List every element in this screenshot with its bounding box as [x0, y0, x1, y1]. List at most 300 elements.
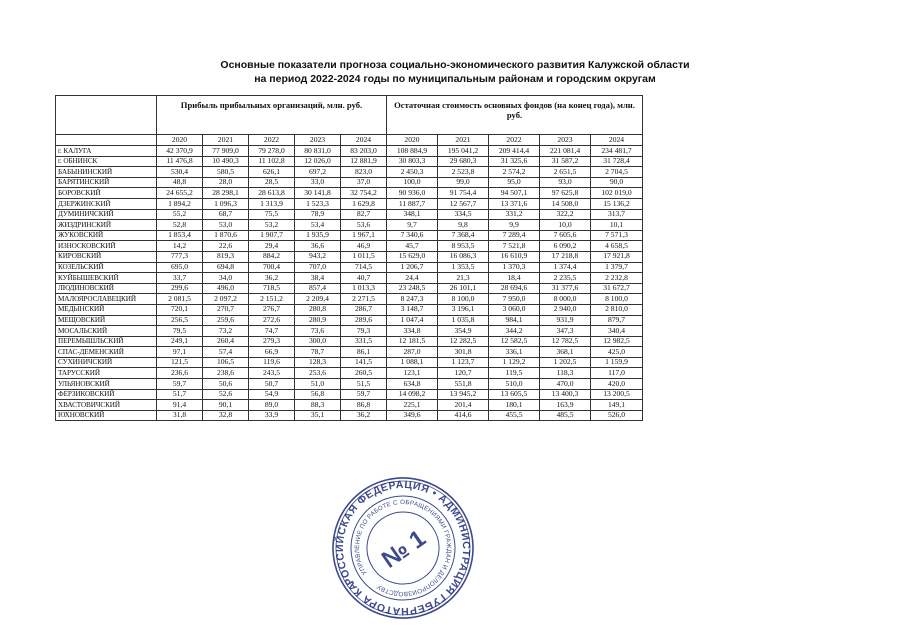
profit-value: 73,2 — [203, 326, 249, 337]
region-name: ДЗЕРЖИНСКИЙ — [56, 198, 157, 209]
region-name: БАРЯТИНСКИЙ — [56, 177, 157, 188]
profit-value: 2 151,2 — [249, 294, 295, 305]
table-row — [56, 230, 643, 241]
assets-value: 414,6 — [438, 410, 489, 421]
profit-value: 11 476,8 — [157, 156, 203, 167]
profit-value: 272,6 — [249, 315, 295, 326]
region-name: ИЗНОСКОВСКИЙ — [56, 241, 157, 252]
assets-value: 94 507,1 — [489, 188, 540, 199]
assets-value: 21,3 — [438, 273, 489, 284]
year-header: 2024 — [341, 135, 387, 146]
assets-value: 2 574,2 — [489, 167, 540, 178]
title-line-2: на период 2022-2024 годы по муниципальным районам и городским округам — [254, 73, 656, 85]
assets-value: 4 658,5 — [591, 241, 643, 252]
year-header: 2023 — [540, 135, 591, 146]
profit-value: 77 909,0 — [203, 146, 249, 157]
region-header-cell — [56, 96, 157, 135]
assets-value: 31 377,6 — [540, 283, 591, 294]
assets-value: 221 081,4 — [540, 146, 591, 157]
profit-value: 50,6 — [203, 379, 249, 390]
region-name: СПАС-ДЕМЕНСКИЙ — [56, 347, 157, 358]
assets-value: 10,1 — [591, 220, 643, 231]
profit-value: 260,4 — [203, 336, 249, 347]
assets-value: 2 450,3 — [387, 167, 438, 178]
profit-value: 695,0 — [157, 262, 203, 273]
assets-value: 526,0 — [591, 410, 643, 421]
profit-value: 276,7 — [249, 304, 295, 315]
assets-value: 1 370,3 — [489, 262, 540, 273]
assets-value: 1 159,9 — [591, 357, 643, 368]
table-row — [56, 410, 643, 421]
profit-value: 53,0 — [203, 220, 249, 231]
profit-value: 79 278,0 — [249, 146, 295, 157]
region-name: КИРОВСКИЙ — [56, 251, 157, 262]
profit-value: 12 026,0 — [295, 156, 341, 167]
assets-value: 348,1 — [387, 209, 438, 220]
profit-value: 86,8 — [341, 400, 387, 411]
profit-value: 286,7 — [341, 304, 387, 315]
assets-value: 2 235,5 — [540, 273, 591, 284]
profit-value: 1 894,2 — [157, 198, 203, 209]
assets-value: 7 950,0 — [489, 294, 540, 305]
official-seal — [330, 475, 476, 621]
region-name: МАЛОЯРОСЛАВЕЦКИЙ — [56, 294, 157, 305]
table-row — [56, 326, 643, 337]
year-header: 2023 — [295, 135, 341, 146]
profit-value: 34,0 — [203, 273, 249, 284]
assets-value: 8 247,3 — [387, 294, 438, 305]
profit-value: 331,5 — [341, 336, 387, 347]
assets-value: 2 523,8 — [438, 167, 489, 178]
profit-value: 52,6 — [203, 389, 249, 400]
profit-value: 141,5 — [341, 357, 387, 368]
assets-value: 16 610,9 — [489, 251, 540, 262]
region-name: г. ОБНИНСК — [56, 156, 157, 167]
region-name: ПЕРЕМЫШЛЬСКИЙ — [56, 336, 157, 347]
assets-value: 108 884,9 — [387, 146, 438, 157]
profit-value: 88,3 — [295, 400, 341, 411]
title-line-1: Основные показатели прогноза социально-экономического развития Калужской области — [220, 59, 690, 71]
profit-value: 97,1 — [157, 347, 203, 358]
profit-value: 86,1 — [341, 347, 387, 358]
profit-value: 270,7 — [203, 304, 249, 315]
seal-inner-text: УПРАВЛЕНИЕ ПО РАБОТЕ С ОБРАЩЕНИЯМИ ГРАЖДАН И ДЕЛОПРОИЗВОДСТВУ — [353, 498, 453, 598]
assets-value: 1 088,1 — [387, 357, 438, 368]
profit-value: 36,2 — [341, 410, 387, 421]
profit-value: 59,7 — [157, 379, 203, 390]
assets-value: 12 982,5 — [591, 336, 643, 347]
profit-value: 53,6 — [341, 220, 387, 231]
assets-value: 13 605,5 — [489, 389, 540, 400]
assets-value: 347,3 — [540, 326, 591, 337]
profit-value: 280,9 — [295, 315, 341, 326]
assets-value: 99,0 — [438, 177, 489, 188]
region-name: ЖИЗДРИНСКИЙ — [56, 220, 157, 231]
assets-value: 11 887,7 — [387, 198, 438, 209]
assets-value: 334,8 — [387, 326, 438, 337]
table-row — [56, 251, 643, 262]
table-row — [56, 167, 643, 178]
profit-value: 279,3 — [249, 336, 295, 347]
profit-value: 59,7 — [341, 389, 387, 400]
profit-value: 236,6 — [157, 368, 203, 379]
profit-value: 1 967,1 — [341, 230, 387, 241]
profit-value: 128,3 — [295, 357, 341, 368]
assets-value: 1 047,4 — [387, 315, 438, 326]
assets-value: 510,0 — [489, 379, 540, 390]
assets-value: 24,4 — [387, 273, 438, 284]
table-row — [56, 146, 643, 157]
region-name: ТАРУССКИЙ — [56, 368, 157, 379]
assets-value: 7 571,3 — [591, 230, 643, 241]
assets-value: 225,1 — [387, 400, 438, 411]
profit-value: 91,4 — [157, 400, 203, 411]
profit-value: 884,2 — [249, 251, 295, 262]
table-row — [56, 389, 643, 400]
region-name: ФЕРЗИКОВСКИЙ — [56, 389, 157, 400]
assets-value: 2 232,8 — [591, 273, 643, 284]
assets-value: 2 940,0 — [540, 304, 591, 315]
assets-value: 8 100,0 — [591, 294, 643, 305]
assets-value: 13 200,5 — [591, 389, 643, 400]
profit-value: 28 298,1 — [203, 188, 249, 199]
profit-value: 1 870,6 — [203, 230, 249, 241]
assets-value: 17 218,8 — [540, 251, 591, 262]
indicators-table — [55, 95, 643, 421]
group-header-row — [56, 96, 643, 135]
year-header: 2024 — [591, 135, 643, 146]
region-name: МОСАЛЬСКИЙ — [56, 326, 157, 337]
assets-value: 117,0 — [591, 368, 643, 379]
table-row — [56, 198, 643, 209]
assets-value: 551,8 — [438, 379, 489, 390]
assets-value: 1 035,8 — [438, 315, 489, 326]
assets-value: 313,7 — [591, 209, 643, 220]
assets-value: 336,1 — [489, 347, 540, 358]
seal-number: № 1 — [376, 524, 431, 574]
profit-value: 54,9 — [249, 389, 295, 400]
profit-value: 720,1 — [157, 304, 203, 315]
assets-value: 1 202,5 — [540, 357, 591, 368]
profit-value: 24 655,2 — [157, 188, 203, 199]
profit-value: 260,5 — [341, 368, 387, 379]
assets-value: 331,2 — [489, 209, 540, 220]
profit-value: 496,0 — [203, 283, 249, 294]
profit-value: 1 853,4 — [157, 230, 203, 241]
assets-value: 485,5 — [540, 410, 591, 421]
assets-value: 14 098,2 — [387, 389, 438, 400]
profit-value: 56,8 — [295, 389, 341, 400]
profit-value: 2 081,5 — [157, 294, 203, 305]
profit-value: 119,6 — [249, 357, 295, 368]
assets-value: 420,0 — [591, 379, 643, 390]
assets-value: 234 481,7 — [591, 146, 643, 157]
assets-value: 344,2 — [489, 326, 540, 337]
profit-value: 48,8 — [157, 177, 203, 188]
assets-value: 31 325,6 — [489, 156, 540, 167]
assets-value: 23 248,5 — [387, 283, 438, 294]
profit-value: 46,9 — [341, 241, 387, 252]
assets-value: 118,3 — [540, 368, 591, 379]
profit-value: 37,0 — [341, 177, 387, 188]
profit-value: 35,1 — [295, 410, 341, 421]
region-name: БОРОВСКИЙ — [56, 188, 157, 199]
profit-value: 2 097,2 — [203, 294, 249, 305]
profit-value: 12 881,9 — [341, 156, 387, 167]
profit-value: 700,4 — [249, 262, 295, 273]
assets-value: 7 605,6 — [540, 230, 591, 241]
assets-value: 29 680,3 — [438, 156, 489, 167]
assets-value: 931,9 — [540, 315, 591, 326]
assets-value: 12 567,7 — [438, 198, 489, 209]
profit-value: 280,8 — [295, 304, 341, 315]
assets-value: 195 041,2 — [438, 146, 489, 157]
assets-value: 2 651,5 — [540, 167, 591, 178]
profit-value: 90,1 — [203, 400, 249, 411]
year-header: 2020 — [387, 135, 438, 146]
assets-value: 2 704,5 — [591, 167, 643, 178]
profit-value: 38,4 — [295, 273, 341, 284]
table-row — [56, 209, 643, 220]
profit-value: 36,2 — [249, 273, 295, 284]
profit-value: 1 935,9 — [295, 230, 341, 241]
region-year-cell — [56, 135, 157, 146]
assets-value: 12 582,5 — [489, 336, 540, 347]
region-name: КУЙБЫШЕВСКИЙ — [56, 273, 157, 284]
profit-value: 51,5 — [341, 379, 387, 390]
profit-value: 300,0 — [295, 336, 341, 347]
assets-value: 13 371,6 — [489, 198, 540, 209]
profit-value: 74,7 — [249, 326, 295, 337]
assets-value: 15 136,2 — [591, 198, 643, 209]
assets-value: 209 414,4 — [489, 146, 540, 157]
table-row — [56, 262, 643, 273]
assets-value: 334,5 — [438, 209, 489, 220]
assets-value: 95,0 — [489, 177, 540, 188]
profit-value: 36,6 — [295, 241, 341, 252]
profit-value: 33,0 — [295, 177, 341, 188]
profit-value: 1 629,8 — [341, 198, 387, 209]
assets-value: 8 100,0 — [438, 294, 489, 305]
profit-value: 30 141,8 — [295, 188, 341, 199]
profit-value: 2 209,4 — [295, 294, 341, 305]
assets-value: 3 148,7 — [387, 304, 438, 315]
assets-value: 6 090,2 — [540, 241, 591, 252]
table-row — [56, 304, 643, 315]
profit-value: 1 523,3 — [295, 198, 341, 209]
assets-value: 28 694,6 — [489, 283, 540, 294]
profit-value: 1 011,5 — [341, 251, 387, 262]
assets-value: 2 810,0 — [591, 304, 643, 315]
assets-value: 120,7 — [438, 368, 489, 379]
table-row — [56, 379, 643, 390]
table-row — [56, 357, 643, 368]
assets-value: 15 629,0 — [387, 251, 438, 262]
assets-value: 1 123,7 — [438, 357, 489, 368]
assets-value: 97 625,8 — [540, 188, 591, 199]
profit-value: 243,5 — [249, 368, 295, 379]
profit-value: 53,4 — [295, 220, 341, 231]
assets-value: 91 754,4 — [438, 188, 489, 199]
profit-value: 33,7 — [157, 273, 203, 284]
profit-value: 714,5 — [341, 262, 387, 273]
table-row — [56, 156, 643, 167]
assets-value: 1 353,5 — [438, 262, 489, 273]
assets-value: 322,2 — [540, 209, 591, 220]
assets-value: 100,0 — [387, 177, 438, 188]
profit-value: 121,5 — [157, 357, 203, 368]
profit-value: 89,0 — [249, 400, 295, 411]
region-name: СУХИНИЧСКИЙ — [56, 357, 157, 368]
profit-value: 82,7 — [341, 209, 387, 220]
assets-value: 8 953,5 — [438, 241, 489, 252]
profit-value: 51,7 — [157, 389, 203, 400]
assets-value: 634,8 — [387, 379, 438, 390]
assets-value: 17 921,8 — [591, 251, 643, 262]
profit-value: 78,9 — [295, 209, 341, 220]
region-name: МЕДЫНСКИЙ — [56, 304, 157, 315]
assets-value: 3 196,1 — [438, 304, 489, 315]
document-title — [150, 58, 760, 86]
assets-value: 102 019,0 — [591, 188, 643, 199]
assets-value: 26 101,1 — [438, 283, 489, 294]
profit-value: 68,7 — [203, 209, 249, 220]
profit-value: 28,0 — [203, 177, 249, 188]
assets-value: 455,5 — [489, 410, 540, 421]
profit-value: 14,2 — [157, 241, 203, 252]
assets-value: 9,7 — [387, 220, 438, 231]
assets-value: 1 206,7 — [387, 262, 438, 273]
assets-value: 163,9 — [540, 400, 591, 411]
assets-value: 7 368,4 — [438, 230, 489, 241]
profit-value: 238,6 — [203, 368, 249, 379]
profit-value: 1 013,3 — [341, 283, 387, 294]
profit-value: 79,5 — [157, 326, 203, 337]
table-row — [56, 368, 643, 379]
profit-value: 42 370,9 — [157, 146, 203, 157]
assets-value: 93,0 — [540, 177, 591, 188]
table-row — [56, 400, 643, 411]
table-row — [56, 220, 643, 231]
profit-value: 31,8 — [157, 410, 203, 421]
profit-value: 73,6 — [295, 326, 341, 337]
profit-value: 259,6 — [203, 315, 249, 326]
assets-value: 30 803,3 — [387, 156, 438, 167]
profit-value: 289,6 — [341, 315, 387, 326]
region-name: УЛЬЯНОВСКИЙ — [56, 379, 157, 390]
assets-value: 180,1 — [489, 400, 540, 411]
year-header: 2020 — [157, 135, 203, 146]
region-name: ЛЮДИНОВСКИЙ — [56, 283, 157, 294]
profit-value: 53,2 — [249, 220, 295, 231]
profit-value: 80 831,0 — [295, 146, 341, 157]
profit-value: 32 754,2 — [341, 188, 387, 199]
table-row — [56, 294, 643, 305]
table-row — [56, 273, 643, 284]
assets-value: 16 086,3 — [438, 251, 489, 262]
profit-value: 707,0 — [295, 262, 341, 273]
table-row — [56, 241, 643, 252]
assets-value: 1 374,4 — [540, 262, 591, 273]
assets-value: 349,6 — [387, 410, 438, 421]
year-header: 2021 — [203, 135, 249, 146]
profit-value: 1 096,3 — [203, 198, 249, 209]
assets-value: 31 672,7 — [591, 283, 643, 294]
table-row — [56, 177, 643, 188]
profit-value: 857,4 — [295, 283, 341, 294]
year-header: 2022 — [489, 135, 540, 146]
profit-value: 11 102,8 — [249, 156, 295, 167]
assets-value: 90 936,0 — [387, 188, 438, 199]
profit-value: 79,3 — [341, 326, 387, 337]
table-row — [56, 188, 643, 199]
assets-value: 149,1 — [591, 400, 643, 411]
assets-value: 354,9 — [438, 326, 489, 337]
assets-value: 12 181,5 — [387, 336, 438, 347]
profit-value: 50,7 — [249, 379, 295, 390]
assets-value: 31 587,2 — [540, 156, 591, 167]
table-row — [56, 283, 643, 294]
seal-outer-text: РОССИЙСКАЯ ФЕДЕРАЦИЯ • АДМИНИСТРАЦИЯ ГУБЕРНАТОРА КАЛУЖСКОЙ — [333, 478, 473, 618]
region-name: ДУМИНИЧСКИЙ — [56, 209, 157, 220]
assets-value: 18,4 — [489, 273, 540, 284]
assets-value: 470,0 — [540, 379, 591, 390]
profit-value: 580,5 — [203, 167, 249, 178]
profit-value: 299,6 — [157, 283, 203, 294]
assets-value: 10,0 — [540, 220, 591, 231]
profit-value: 52,8 — [157, 220, 203, 231]
assets-value: 14 508,0 — [540, 198, 591, 209]
assets-value: 984,1 — [489, 315, 540, 326]
region-name: ХВАСТОВИЧСКИЙ — [56, 400, 157, 411]
assets-value: 13 945,2 — [438, 389, 489, 400]
region-name: ЮХНОВСКИЙ — [56, 410, 157, 421]
profit-value: 33,9 — [249, 410, 295, 421]
region-name: КОЗЕЛЬСКИЙ — [56, 262, 157, 273]
assets-value: 340,4 — [591, 326, 643, 337]
profit-value: 697,2 — [295, 167, 341, 178]
profit-value: 530,4 — [157, 167, 203, 178]
profit-value: 51,0 — [295, 379, 341, 390]
assets-value: 31 728,4 — [591, 156, 643, 167]
year-header: 2022 — [249, 135, 295, 146]
assets-value: 425,0 — [591, 347, 643, 358]
assets-value: 1 379,7 — [591, 262, 643, 273]
region-name: МЕЩОВСКИЙ — [56, 315, 157, 326]
region-name: ЖУКОВСКИЙ — [56, 230, 157, 241]
assets-group-header: Остаточная стоимость основных фондов (на конец года), млн. руб. — [387, 96, 643, 135]
profit-value: 29,4 — [249, 241, 295, 252]
table-row — [56, 336, 643, 347]
assets-value: 7 521,8 — [489, 241, 540, 252]
profit-value: 32,8 — [203, 410, 249, 421]
assets-value: 123,1 — [387, 368, 438, 379]
assets-value: 7 340,6 — [387, 230, 438, 241]
years-header-row — [56, 135, 643, 146]
profit-value: 40,7 — [341, 273, 387, 284]
profit-value: 22,6 — [203, 241, 249, 252]
profit-value: 626,1 — [249, 167, 295, 178]
assets-value: 90,0 — [591, 177, 643, 188]
profit-value: 777,3 — [157, 251, 203, 262]
profit-value: 10 490,3 — [203, 156, 249, 167]
profit-value: 28 613,8 — [249, 188, 295, 199]
profit-value: 1 313,9 — [249, 198, 295, 209]
assets-value: 301,8 — [438, 347, 489, 358]
region-name: г. КАЛУГА — [56, 146, 157, 157]
profit-value: 106,5 — [203, 357, 249, 368]
assets-value: 45,7 — [387, 241, 438, 252]
